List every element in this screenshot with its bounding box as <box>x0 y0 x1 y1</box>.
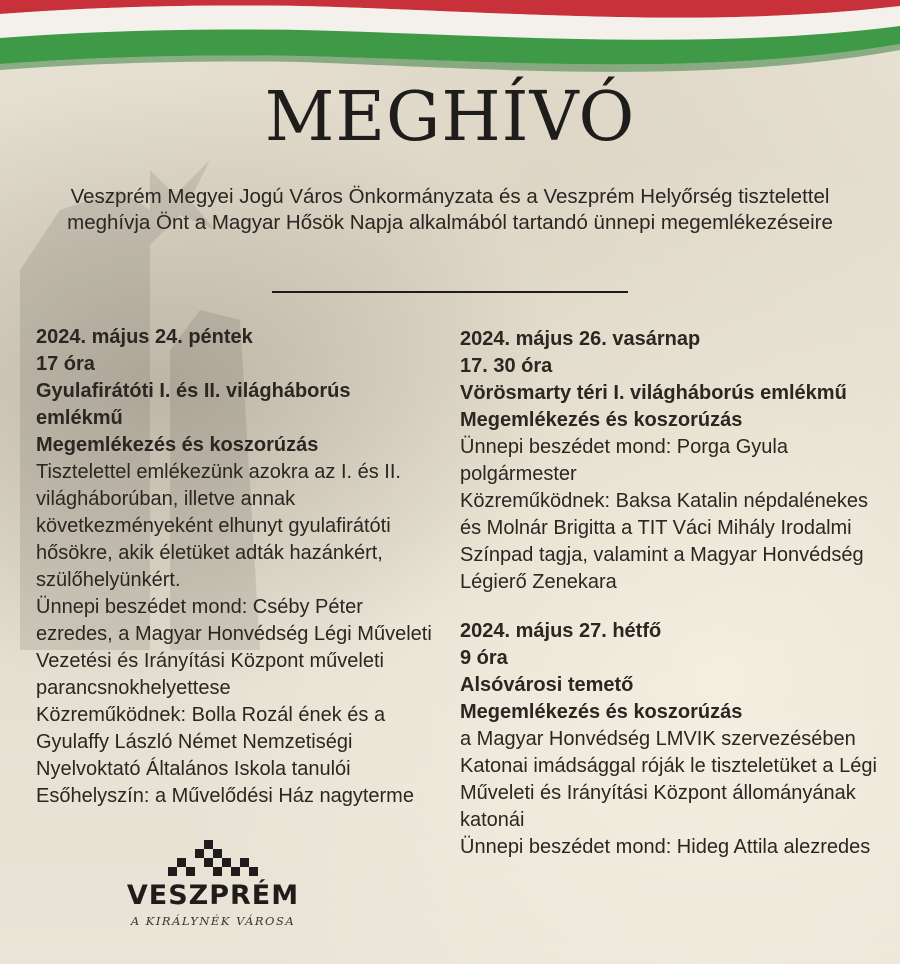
event-2-place: Vörösmarty téri I. világháborús emlékmű <box>460 382 847 404</box>
event-1 <box>36 324 436 810</box>
event-2-date: 2024. május 26. vasárnap <box>460 328 701 350</box>
event-2-performers: Közreműködnek: Baksa Katalin népdalénekes és Molnár Brigitta a TIT Váci Mihály Irodalmi Színpad tagja, valamint a Magyar Honvédség Légierő Zenekara <box>460 490 869 593</box>
event-gap <box>460 596 890 618</box>
event-3-place: Alsóvárosi temető <box>460 674 634 696</box>
event-3-time: 9 óra <box>460 647 508 669</box>
logo-name: VESZPRÉM <box>126 880 300 911</box>
event-1-time: 17 óra <box>36 353 95 375</box>
event-3-type: Megemlékezés és koszorúzás <box>460 701 743 723</box>
intro-text: Veszprém Megyei Jogú Város Önkormányzata és a Veszprém Helyőrség tisztelettel meghívja Önt a Magyar Hősök Napja alkalmából tartandó ünnepi megemlékezéseire <box>67 185 833 234</box>
event-1-rain-venue: Esőhelyszín: a Művelődési Ház nagyterme <box>36 785 414 807</box>
veszprem-logo <box>118 840 308 940</box>
event-1-description: Tisztelettel emlékezünk azokra az I. és II. világháborúban, illetve annak következményeként elhunyt gyulafirátóti hősökre, akik életüket adták hazánkért, szülőhelyünkért. <box>36 461 401 591</box>
event-2 <box>460 326 890 861</box>
event-2-time: 17. 30 óra <box>460 355 553 377</box>
event-3-organizer: a Magyar Honvédség LMVIK szervezésében <box>460 728 856 750</box>
event-1-performers: Közreműködnek: Bolla Rozál ének és a Gyulaffy László Német Nemzetiségi Nyelvoktató Általános Iskola tanulói <box>36 704 386 780</box>
event-2-type: Megemlékezés és koszorúzás <box>460 409 743 431</box>
page-title: MEGHÍVÓ <box>264 78 636 157</box>
event-1-date: 2024. május 24. péntek <box>36 326 253 348</box>
divider <box>272 291 628 293</box>
event-1-type: Megemlékezés és koszorúzás <box>36 434 319 456</box>
event-1-speaker: Ünnepi beszédet mond: Cséby Péter ezredes, a Magyar Honvédség Légi Műveleti Vezetési és Irányítási Központ műveleti parancsnokhelyettese <box>36 596 432 699</box>
event-3-speaker: Ünnepi beszédet mond: Hideg Attila alezredes <box>460 836 871 858</box>
event-3-date: 2024. május 27. hétfő <box>460 620 662 642</box>
event-1-place: Gyulafirátóti I. és II. világháborús emlékmű <box>36 380 351 429</box>
event-3-note: Katonai imádsággal róják le tiszteletüket a Légi Műveleti és Irányítási Központ állományának katonái <box>460 755 877 831</box>
event-2-speaker: Ünnepi beszédet mond: Porga Gyula polgármester <box>460 436 788 485</box>
logo-tagline: A KIRÁLYNÉK VÁROSA <box>130 914 296 928</box>
crown-checker-icon <box>118 840 308 880</box>
